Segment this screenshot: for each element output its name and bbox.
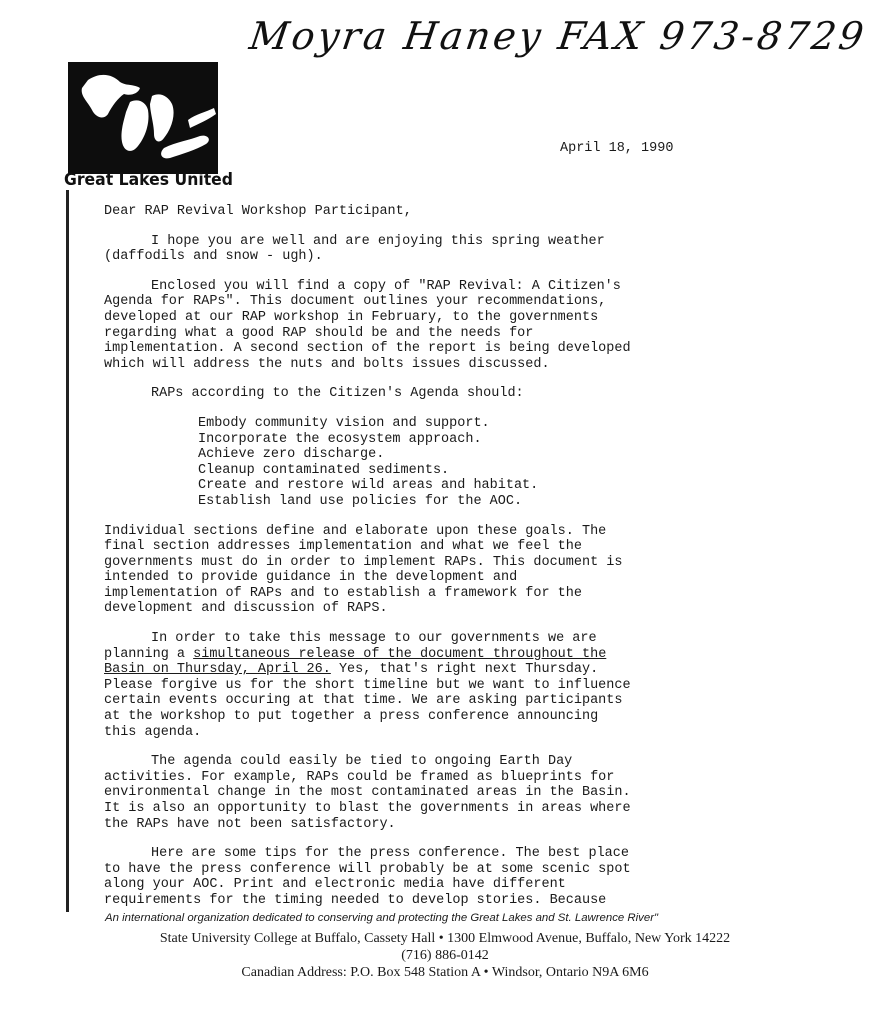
goal-item: Incorporate the ecosystem approach. [198,431,482,447]
paragraph-line: Agenda for RAPs". This document outlines your recommendations, [104,294,607,310]
goal-item: Embody community vision and support. [198,415,490,431]
goal-item: Establish land use policies for the AOC. [198,493,523,509]
footer-us-address: State University College at Buffalo, Cassety Hall • 1300 Elmwood Avenue, Buffalo, New York 14222 [159,931,731,946]
paragraph-line: Here are some tips for the press conference. The best place [151,846,629,862]
footer-address-block [105,930,785,981]
paragraph-line: It is also an opportunity to blast the governments in areas where [104,801,631,816]
letter-date: April 18, 1990 [560,141,674,156]
paragraph-line: Enclosed you will find a copy of "RAP Revival: A Citizen's [151,278,621,294]
goal-item: Cleanup contaminated sediments. [198,462,450,478]
paragraph-line: (daffodils and snow - ugh). [104,249,323,265]
paragraph-line: final section addresses implementation and what we feel the [104,539,582,555]
paragraph-line: this agenda. [104,724,202,740]
salutation: Dear RAP Revival Workshop Participant, [104,204,412,219]
paragraph-line: implementation of RAPs and to establish a framework for the [104,585,582,601]
footer-mission-statement: An international organization dedicated to conserving and protecting the Great Lakes and St. Lawrence River" [105,912,659,924]
paragraph-line: governments must do in order to implement RAPs. This document is [104,554,623,570]
great-lakes-map-logo-icon [68,62,218,174]
paragraph-line: the RAPs have not been satisfactory. [104,816,396,832]
paragraph-line: I hope you are well and are enjoying this spring weather [151,233,605,249]
paragraph-line: Please forgive us for the short timeline but we want to influence [104,677,631,693]
paragraph-line: The agenda could easily be tied to ongoing Earth Day [151,754,573,770]
footer-phone: (716) 886-0142 [401,948,489,963]
underlined-release-date: Basin on Thursday, April 26. [104,662,331,678]
paragraph-line: along your AOC. Print and electronic media have different [104,877,566,893]
paragraph-line: implementation. A second section of the report is being developed [104,341,631,357]
paragraph-line: In order to take this message to our governments we are [151,631,597,647]
paragraph-line: developed at our RAP workshop in February, to the governments [104,309,599,325]
paragraph-line: activities. For example, RAPs could be framed as blueprints for [104,769,615,785]
paragraph-line: requirements for the timing needed to develop stories. Because [104,892,607,908]
goals-intro: RAPs according to the Citizen's Agenda should: [151,386,524,402]
goal-item: Create and restore wild areas and habitat. [198,478,539,494]
text-span: planning a [104,646,194,662]
footer-canadian-address: Canadian Address: P.O. Box 548 Station A • Windsor, Ontario N9A 6M6 [241,965,649,980]
left-margin-rule [66,190,69,912]
paragraph-line: to have the press conference will probably be at some scenic spot [104,861,631,877]
paragraph-line: regarding what a good RAP should be and the needs for [104,325,534,341]
organization-logo-text: Great Lakes United [64,170,233,190]
paragraph-line [104,647,774,663]
letter-body [104,204,774,909]
paragraph-line: intended to provide guidance in the development and [104,570,518,586]
underlined-release-text: simultaneous release of the document throughout the [193,646,607,662]
paragraph-line: environmental change in the most contaminated areas in the Basin. [104,785,631,801]
paragraph-line: at the workshop to put together a press conference announcing [104,709,599,725]
paragraph-line: development and discussion of RAPS. [104,601,388,617]
text-span: Yes, that's right next Thursday. [330,662,599,678]
goal-item: Achieve zero discharge. [198,447,385,463]
paragraph-line [104,662,774,678]
paragraph-line: Individual sections define and elaborate upon these goals. The [104,523,607,539]
paragraph-line: which will address the nuts and bolts issues discussed. [104,356,550,372]
paragraph-line: certain events occuring at that time. We are asking participants [104,693,623,709]
handwritten-fax-note: Moyra Haney FAX 973-8729 [246,14,869,58]
